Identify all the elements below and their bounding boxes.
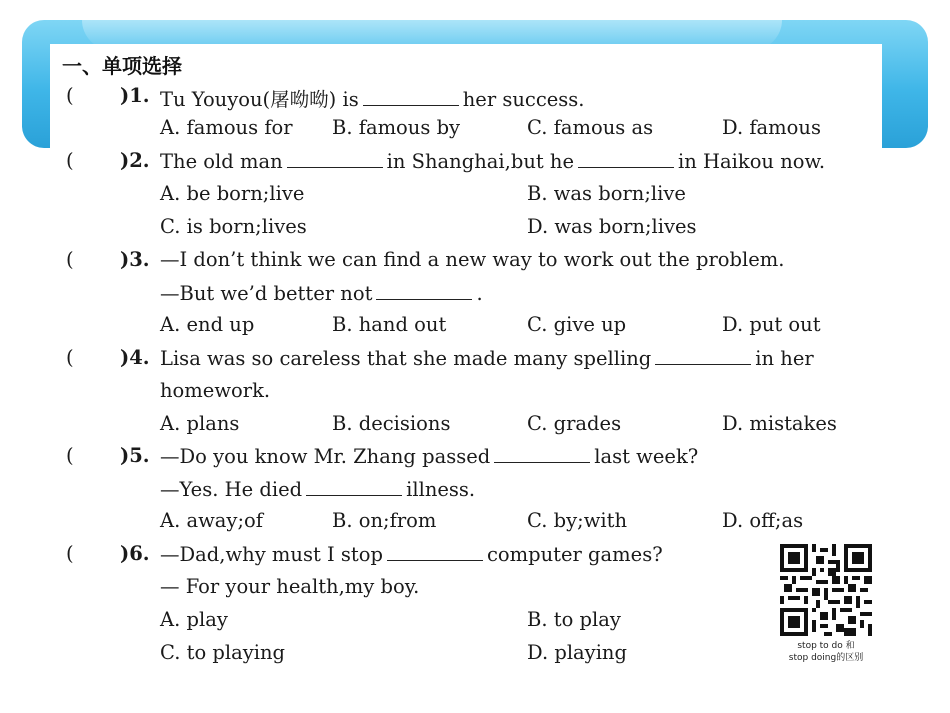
question-stem xyxy=(160,84,585,112)
answer-blank xyxy=(655,346,751,365)
option-a: A. plans xyxy=(160,412,240,435)
option-b: B. famous by xyxy=(332,116,461,139)
section-title: 一、单项选择 xyxy=(62,54,182,78)
answer-blank xyxy=(494,444,590,463)
stem-text: illness. xyxy=(406,478,476,501)
option-a: A. end up xyxy=(160,313,255,336)
option-d: D. was born;lives xyxy=(527,215,697,238)
qr-code[interactable] xyxy=(780,544,872,636)
stem-text: . xyxy=(476,282,483,305)
option-c: C. by;with xyxy=(527,509,628,532)
answer-blank xyxy=(387,542,483,561)
option-a: A. famous for xyxy=(160,116,293,139)
option-a: A. be born;live xyxy=(160,182,305,205)
option-b: B. to play xyxy=(527,608,621,631)
question-number: )1. xyxy=(120,84,150,107)
option-d: D. playing xyxy=(527,641,627,664)
stem-text: last week? xyxy=(594,445,699,468)
option-b: B. decisions xyxy=(332,412,451,435)
option-c: C. give up xyxy=(527,313,627,336)
stem-text: in Shanghai,but he xyxy=(386,150,575,173)
question-number: )5. xyxy=(120,444,150,467)
option-a: A. away;of xyxy=(160,509,263,532)
stem-text: —But we’d better not xyxy=(160,282,373,305)
option-d: D. famous xyxy=(722,116,821,139)
question-stem-line2 xyxy=(160,281,483,305)
question-stem-line2 xyxy=(160,477,475,501)
answer-paren: ( xyxy=(66,84,74,107)
answer-paren: ( xyxy=(66,444,74,467)
option-a: A. play xyxy=(160,608,228,631)
question-stem-line2: homework. xyxy=(160,379,271,402)
answer-blank xyxy=(376,281,472,300)
stem-text: —Yes. He died xyxy=(160,478,303,501)
question-stem xyxy=(160,542,663,566)
qr-caption-line: stop doing的区别 xyxy=(788,653,864,663)
answer-paren: ( xyxy=(66,149,74,172)
stem-text: in Haikou now. xyxy=(678,150,826,173)
answer-paren: ( xyxy=(66,346,74,369)
answer-blank xyxy=(578,149,674,168)
option-c: C. grades xyxy=(527,412,622,435)
option-b: B. hand out xyxy=(332,313,447,336)
stem-text: —Do you know Mr. Zhang passed xyxy=(160,445,491,468)
option-c: C. to playing xyxy=(160,641,286,664)
question-number: )6. xyxy=(120,542,150,565)
option-d: D. put out xyxy=(722,313,821,336)
stem-text: Lisa was so careless that she made many spelling xyxy=(160,347,652,370)
stem-text: computer games? xyxy=(486,543,663,566)
answer-blank xyxy=(287,149,383,168)
question-stem: —I don’t think we can find a new way to work out the problem. xyxy=(160,248,785,271)
answer-blank xyxy=(306,477,402,496)
option-d: D. off;as xyxy=(722,509,804,532)
qr-caption xyxy=(774,640,878,664)
question-number: )3. xyxy=(120,248,150,271)
question-number: )2. xyxy=(120,149,150,172)
qr-caption-line: stop to do 和 xyxy=(797,641,855,651)
stem-text: in her xyxy=(755,347,814,370)
stem-text: The old man xyxy=(160,150,283,173)
question-stem xyxy=(160,346,814,370)
question-number: )4. xyxy=(120,346,150,369)
answer-paren: ( xyxy=(66,248,74,271)
option-c: C. is born;lives xyxy=(160,215,307,238)
question-stem-line2: — For your health,my boy. xyxy=(160,575,420,598)
answer-blank xyxy=(363,87,459,106)
stem-text: Tu Youyou(屠呦呦) is xyxy=(160,88,359,111)
option-b: B. was born;live xyxy=(527,182,686,205)
option-b: B. on;from xyxy=(332,509,437,532)
question-stem xyxy=(160,444,698,468)
stem-text: her success. xyxy=(462,88,585,111)
answer-paren: ( xyxy=(66,542,74,565)
stem-text: —Dad,why must I stop xyxy=(160,543,383,566)
question-stem xyxy=(160,149,825,173)
option-d: D. mistakes xyxy=(722,412,837,435)
option-c: C. famous as xyxy=(527,116,654,139)
